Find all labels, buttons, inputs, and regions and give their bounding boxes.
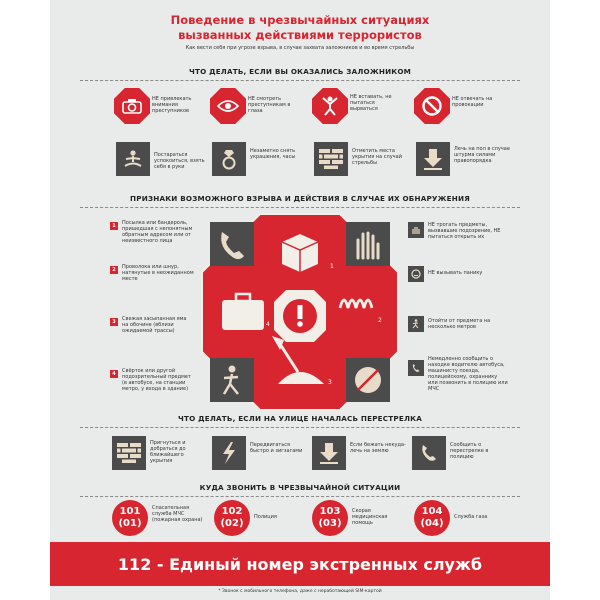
- phone-service-1: Спасательная служба МЧС (пожарная охрана): [152, 505, 203, 523]
- action-3: Отойти от предмета на несколько метров: [428, 318, 491, 330]
- action-2: НЕ вызывать панику: [428, 270, 483, 276]
- explosion-signs-diagram: [200, 212, 400, 412]
- divider: [80, 496, 520, 497]
- brick-wall-icon: [314, 142, 348, 176]
- stop-hand-icon: [408, 222, 424, 238]
- arrow-down-icon: [312, 436, 346, 470]
- shootout-3: Если бежать некуда- лечь на землю: [350, 442, 406, 454]
- footnote: * Звонок с мобильного телефона, даже с неработающей SIM-картой: [218, 589, 382, 594]
- person-jump-icon: [312, 88, 348, 124]
- center-label-4: 4: [266, 321, 270, 328]
- phone-number-103: 103 (03): [312, 500, 348, 536]
- zigzag-icon: [212, 436, 246, 470]
- title-line-1: Поведение в чрезвычайных ситуациях: [170, 13, 430, 27]
- phone-service-2: Полиция: [254, 514, 277, 520]
- phone-service-4: Служба газа: [454, 514, 488, 520]
- section4-heading: КУДА ЗВОНИТЬ В ЧРЕЗВЫЧАЙНОЙ СИТУАЦИИ: [199, 483, 401, 492]
- action-4: Немедленно сообщить о находке водителю автобуса, машинисту поезда, полицейскому, охраннику или позвонить в полицию или МЧС: [428, 356, 508, 392]
- section1-heading: ЧТО ДЕЛАТЬ, ЕСЛИ ВЫ ОКАЗАЛИСЬ ЗАЛОЖНИКОМ: [188, 67, 412, 76]
- sign-number-4: 4: [110, 370, 118, 378]
- sign-4: Свёрток или другой подозрительный предмет (в автобусе, на станции метро, у входа в здание): [122, 368, 191, 392]
- subtitle: Как вести себя при угрозе взрыва, в случае захвата заложников и во время стрельбы: [185, 45, 415, 51]
- emergency-number-bar: 112 - Единый номер экстренных служб: [50, 542, 550, 586]
- shootout-4: Сообщить о перестрелке в полицию: [450, 442, 489, 460]
- walk-away-icon: [408, 316, 424, 332]
- prohibition-icon: [414, 88, 450, 124]
- poster: [50, 0, 550, 600]
- divider: [80, 427, 520, 428]
- shootout-1: Пригнуться и добраться до ближайшего укрытия: [150, 440, 186, 464]
- center-label-3: 3: [328, 379, 332, 386]
- label-r2-1: Постараться успокоиться, взять себя в руки: [154, 152, 205, 170]
- title-line-2: вызванных действиями террористов: [178, 28, 422, 42]
- eye-icon: [210, 88, 246, 124]
- center-label-1: 1: [330, 263, 334, 270]
- phone-icon: [408, 360, 424, 376]
- label-r2-3: Отметить места укрытия на случай стрельбы: [352, 148, 402, 166]
- phone-number-104: 104 (04): [414, 500, 450, 536]
- sign-2: Проволока или шнур, натянутые в неожиданном месте: [122, 264, 194, 282]
- sign-number-2: 2: [110, 266, 118, 274]
- sign-3: Свежая засыпанная яма на обочине (вблизи ожидаемой трассы): [122, 316, 187, 334]
- label-r2-4: Лечь на пол в случае штурма силами правопорядка: [454, 146, 510, 164]
- sign-number-3: 3: [110, 318, 118, 326]
- section3-heading: ЧТО ДЕЛАТЬ, ЕСЛИ НА УЛИЦЕ НАЧАЛАСЬ ПЕРЕСТРЕЛКА: [178, 414, 422, 423]
- arrow-down-icon: [416, 142, 450, 176]
- ring-icon: [212, 142, 246, 176]
- label-r1-1: НЕ привлекать внимания преступников: [152, 96, 192, 114]
- brick-wall-icon: [112, 436, 146, 470]
- center-label-2: 2: [378, 317, 382, 324]
- meditation-icon: [116, 142, 150, 176]
- label-r2-2: Незаметно снять украшения, часы: [250, 148, 296, 160]
- phone-service-3: Скорая медицинская помощь: [352, 508, 388, 526]
- label-r1-4: НЕ отвечать на провокации: [452, 96, 493, 108]
- divider: [80, 207, 520, 208]
- action-1: НЕ трогать предметы, вызвавшие подозрение, НЕ пытаться открыть их: [428, 222, 501, 240]
- label-r1-2: НЕ смотреть преступникам в глаза: [248, 96, 291, 114]
- phone-number-102: 102 (02): [214, 500, 250, 536]
- phone-number-101: 101 (01): [112, 500, 148, 536]
- phone-icon: [412, 436, 446, 470]
- label-r1-3: НЕ вставать, не пытаться вырваться: [350, 94, 392, 112]
- shootout-2: Передвигаться быстро и зигзагами: [250, 442, 303, 454]
- section2-heading: ПРИЗНАКИ ВОЗМОЖНОГО ВЗРЫВА И ДЕЙСТВИЯ В СЛУЧАЕ ИХ ОБНАРУЖЕНИЯ: [130, 194, 470, 203]
- camera-icon: [114, 88, 150, 124]
- sign-number-1: 1: [110, 222, 118, 230]
- no-panic-icon: [408, 266, 424, 282]
- sign-1: Посылка или бандероль, пришедшая с непонятным обратным адресом или от неизвестного лица: [122, 220, 193, 244]
- divider: [80, 80, 520, 81]
